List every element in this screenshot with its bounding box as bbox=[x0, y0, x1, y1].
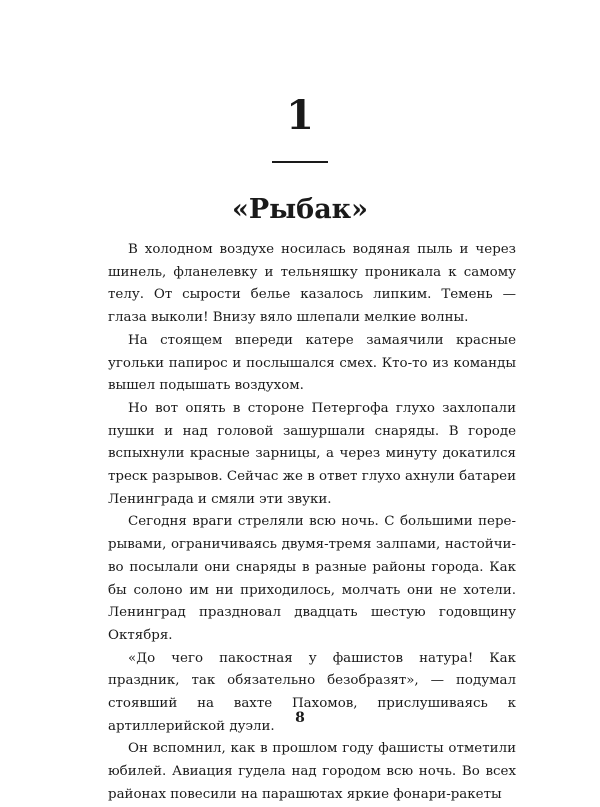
page-number: 8 bbox=[295, 710, 305, 726]
paragraph: В холодном воздухе носилась водяная пыль и через шинель, фланелевку и тельняшку проникала к самому телу. От сырости белье казалось липким. Темень — глаза выколи! Внизу вяло шлепали мелкие волны. bbox=[108, 242, 516, 326]
paragraph: Сегодня враги стреляли всю ночь. С большими перерывами, ограничиваясь двумя-тремя залпами, настойчиво посылали они снаряды в разные районы города. Как бы солоно им ни приходилось, молчать они не хотели. Ленинград праздновал двадцать шестую годовщину Октября. bbox=[108, 514, 516, 643]
paragraph: На стоящем впереди катере замаячили красные угольки папирос и послышался смех. Кто-то из команды вышел подышать воздухом. bbox=[108, 332, 516, 394]
chapter-number: 1 bbox=[286, 92, 314, 139]
chapter-divider bbox=[272, 161, 328, 163]
paragraph: Но вот опять в стороне Петергофа глухо захлопали пушки и над головой зашуршали снаряды. В городе вспыхнули красные зарницы, а через минуту докатился треск разрывов. Сейчас же в ответ глухо ахнули батареи Ленинграда и смяли эти звуки. bbox=[108, 400, 516, 507]
chapter-title: «Рыбак» bbox=[231, 194, 369, 225]
paragraph: Он вспомнил, как в прошлом году фашисты отметили юбилей. Авиация гудела над городом всю ночь. Во всех районах повесили на парашютах яркие фонари-ракеты bbox=[108, 741, 516, 802]
paragraph: «До чего пакостная у фашистов натура! Как праздник, так обязательно безобразят», — подумал стоявший на вахте Пахомов, прислушиваясь к артиллерийской дуэли. bbox=[108, 650, 516, 734]
